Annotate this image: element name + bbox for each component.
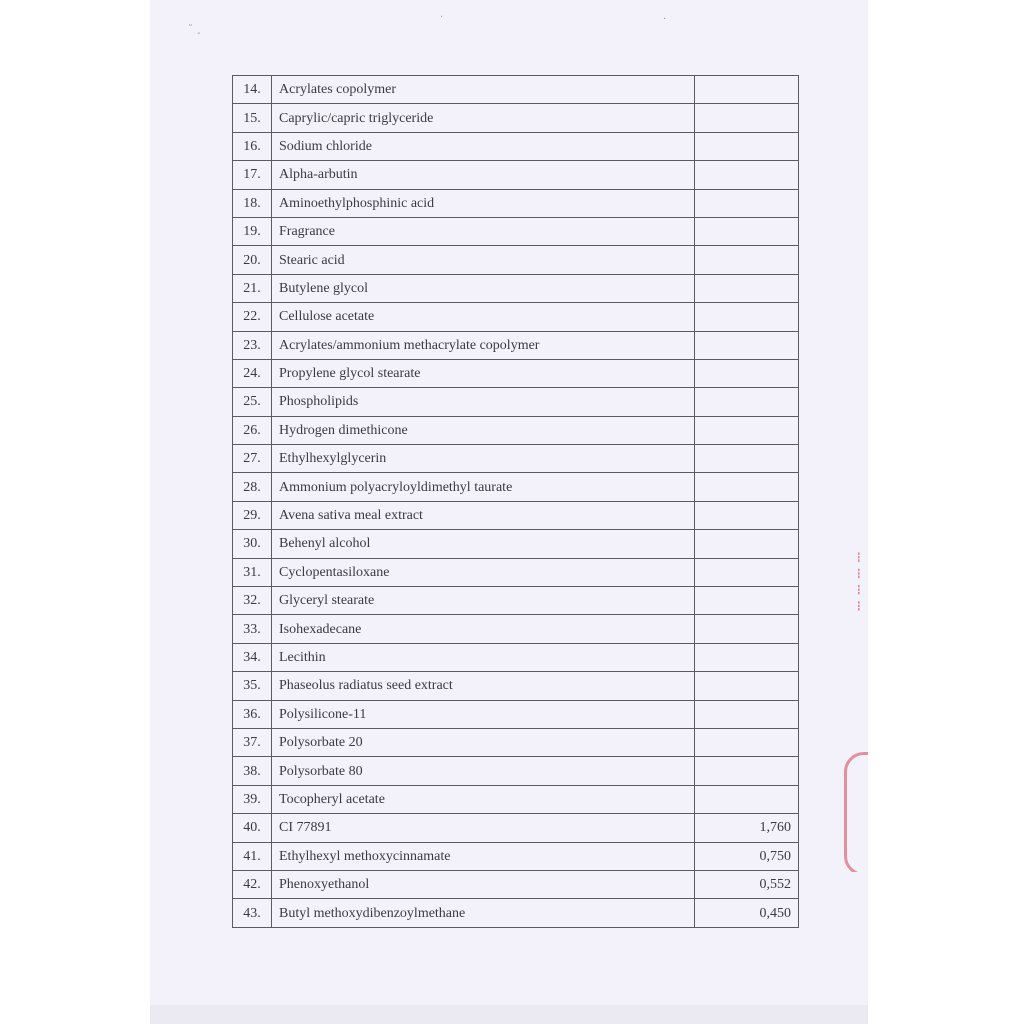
ingredient-name: Glyceryl stearate [272,587,695,615]
ingredient-name: Phaseolus radiatus seed extract [272,672,695,700]
row-number: 30. [233,530,272,558]
table-row [233,132,799,160]
ingredient-name: Butyl methoxydibenzoylmethane [272,899,695,927]
ingredient-amount: 1,760 [695,814,799,842]
stamp-impression: ┄┄┄┄ [848,552,868,617]
row-number: 40. [233,814,272,842]
ingredient-name: Phenoxyethanol [272,870,695,898]
ingredient-name: Ethylhexylglycerin [272,445,695,473]
row-number: 32. [233,587,272,615]
row-number: 20. [233,246,272,274]
seal-ring [844,752,868,872]
row-number: 39. [233,785,272,813]
row-number: 42. [233,870,272,898]
row-number: 16. [233,132,272,160]
ingredient-name: Fragrance [272,217,695,245]
ingredient-name: Sodium chloride [272,132,695,160]
ingredient-table-body [233,76,799,928]
table-row [233,217,799,245]
ingredient-name: Ethylhexyl methoxycinnamate [272,842,695,870]
ingredient-amount: 0,750 [695,842,799,870]
ingredient-amount [695,359,799,387]
scan-speck: · [663,14,667,25]
ingredient-amount [695,700,799,728]
ingredient-amount [695,757,799,785]
ingredient-name: Polysilicone-11 [272,700,695,728]
row-number: 23. [233,331,272,359]
row-number: 17. [233,161,272,189]
ingredient-amount: 0,552 [695,870,799,898]
ingredient-amount: 0,450 [695,899,799,927]
ingredient-amount [695,132,799,160]
ingredient-amount [695,672,799,700]
table-row [233,246,799,274]
scan-speck: · [440,12,444,23]
row-number: 34. [233,643,272,671]
table-row [233,76,799,104]
table-row [233,416,799,444]
ingredient-amount [695,76,799,104]
table-row [233,331,799,359]
ingredient-amount [695,331,799,359]
ingredient-amount [695,473,799,501]
ingredient-name: Behenyl alcohol [272,530,695,558]
ingredient-amount [695,785,799,813]
row-number: 31. [233,558,272,586]
row-number: 41. [233,842,272,870]
row-number: 27. [233,445,272,473]
table-row [233,785,799,813]
ingredient-name: Butylene glycol [272,274,695,302]
row-number: 14. [233,76,272,104]
scan-speck: ˘ ¸ [188,24,202,35]
table-row [233,842,799,870]
ingredient-name: Acrylates/ammonium methacrylate copolymer [272,331,695,359]
table-row [233,303,799,331]
ingredient-amount [695,530,799,558]
ingredient-name: CI 77891 [272,814,695,842]
ingredient-amount [695,643,799,671]
ingredient-amount [695,189,799,217]
ingredient-name: Stearic acid [272,246,695,274]
row-number: 38. [233,757,272,785]
ingredient-amount [695,104,799,132]
ingredient-name: Polysorbate 20 [272,728,695,756]
ingredient-amount [695,217,799,245]
table-row [233,899,799,927]
table-row [233,445,799,473]
ingredient-amount [695,388,799,416]
table-row [233,161,799,189]
table-row [233,558,799,586]
row-number: 25. [233,388,272,416]
ingredient-name: Cellulose acetate [272,303,695,331]
ingredient-amount [695,445,799,473]
ingredient-name: Hydrogen dimethicone [272,416,695,444]
table-row [233,870,799,898]
row-number: 36. [233,700,272,728]
ingredient-name: Propylene glycol stearate [272,359,695,387]
ingredient-name: Aminoethylphosphinic acid [272,189,695,217]
row-number: 18. [233,189,272,217]
ingredient-table [232,75,799,928]
row-number: 26. [233,416,272,444]
page-bottom-edge [150,1005,868,1024]
ingredient-name: Cyclopentasiloxane [272,558,695,586]
ingredient-amount [695,303,799,331]
row-number: 37. [233,728,272,756]
row-number: 24. [233,359,272,387]
ingredient-amount [695,615,799,643]
ingredient-amount [695,274,799,302]
table-row [233,104,799,132]
red-stamp-mark [838,552,868,672]
ingredient-name: Phospholipids [272,388,695,416]
ingredient-amount [695,587,799,615]
ingredient-amount [695,246,799,274]
ingredient-name: Alpha-arbutin [272,161,695,189]
table-row [233,388,799,416]
ingredient-name: Ammonium polyacryloyldimethyl taurate [272,473,695,501]
ingredient-amount [695,501,799,529]
row-number: 19. [233,217,272,245]
row-number: 43. [233,899,272,927]
ingredient-name: Tocopheryl acetate [272,785,695,813]
ingredient-name: Polysorbate 80 [272,757,695,785]
table-row [233,359,799,387]
row-number: 15. [233,104,272,132]
table-row [233,643,799,671]
ingredient-name: Lecithin [272,643,695,671]
ingredient-amount [695,416,799,444]
table-row [233,587,799,615]
row-number: 21. [233,274,272,302]
ingredient-name: Avena sativa meal extract [272,501,695,529]
table-row [233,700,799,728]
table-row [233,615,799,643]
row-number: 33. [233,615,272,643]
ingredient-name: Caprylic/capric triglyceride [272,104,695,132]
ingredient-amount [695,161,799,189]
table-row [233,757,799,785]
ingredient-name: Acrylates copolymer [272,76,695,104]
table-row [233,672,799,700]
row-number: 29. [233,501,272,529]
table-row [233,814,799,842]
row-number: 22. [233,303,272,331]
ingredient-name: Isohexadecane [272,615,695,643]
red-seal-stamp [838,752,868,872]
table-row [233,274,799,302]
ingredient-amount [695,558,799,586]
ingredient-amount [695,728,799,756]
row-number: 28. [233,473,272,501]
table-row [233,530,799,558]
table-row [233,728,799,756]
table-row [233,501,799,529]
table-row [233,473,799,501]
row-number: 35. [233,672,272,700]
table-row [233,189,799,217]
